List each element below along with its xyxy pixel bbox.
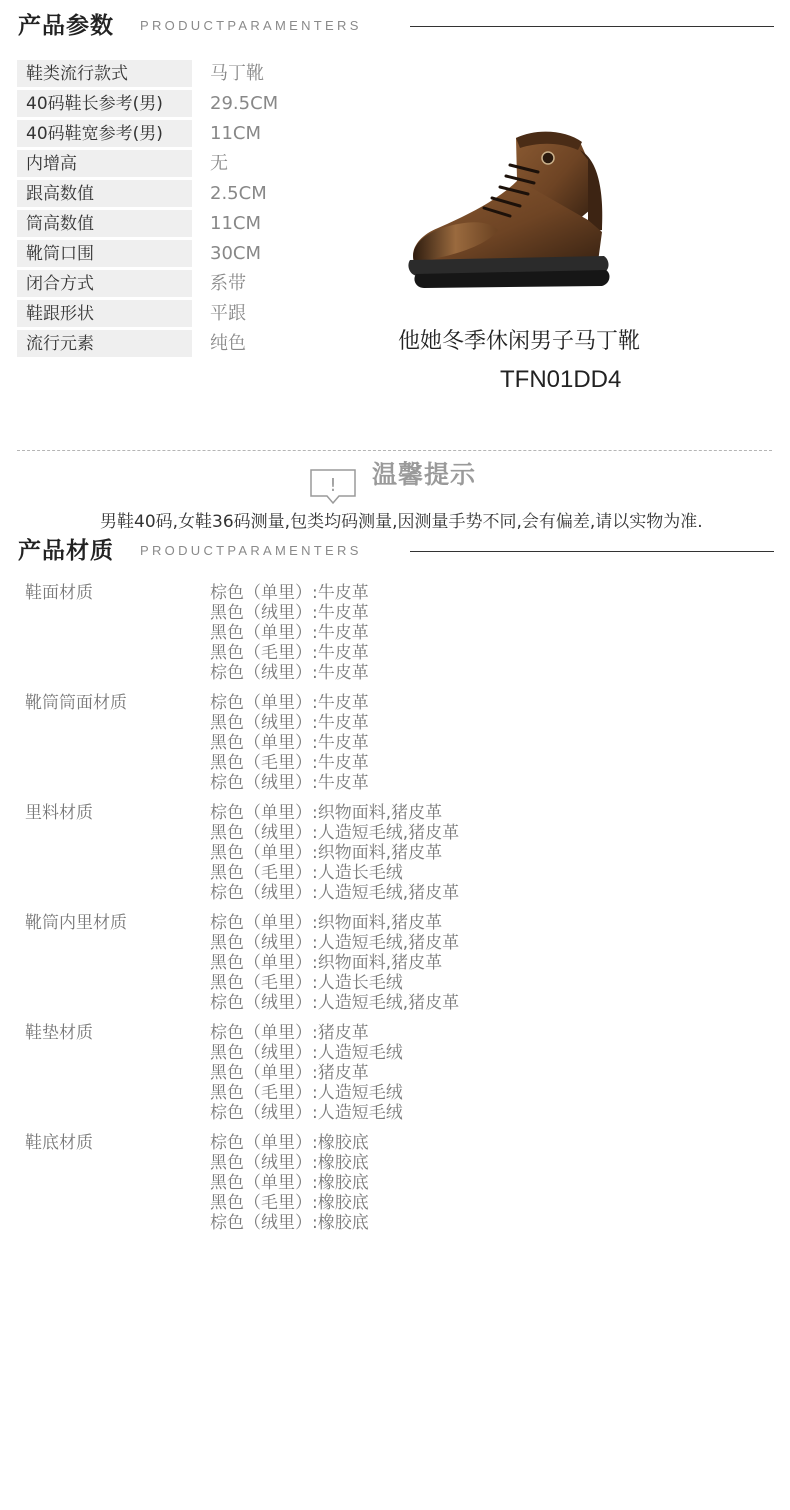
section-title: 产品参数: [18, 13, 114, 39]
material-group: [0, 1023, 790, 1133]
param-value: 纯色: [210, 333, 246, 354]
material-group: [0, 583, 790, 693]
material-line: 棕色（绒里）:牛皮革: [210, 663, 369, 683]
material-line: 棕色（单里）:牛皮革: [210, 583, 369, 603]
param-label: 闭合方式: [17, 270, 192, 297]
param-label: 靴筒口围: [17, 240, 192, 267]
param-label: 鞋类流行款式: [17, 60, 192, 87]
material-line: 黑色（单里）:牛皮革: [210, 623, 369, 643]
param-label: 鞋跟形状: [17, 300, 192, 327]
param-value: 11CM: [210, 123, 262, 144]
material-line: 棕色（绒里）:牛皮革: [210, 773, 369, 793]
material-line: 棕色（绒里）:人造短毛绒,猪皮革: [210, 993, 460, 1013]
material-line: 黑色（毛里）:牛皮革: [210, 643, 369, 663]
param-label: 40码鞋长参考(男): [17, 90, 192, 117]
material-label: 靴筒内里材质: [25, 913, 127, 933]
material-line: 黑色（绒里）:牛皮革: [210, 603, 369, 623]
param-value: 系带: [210, 273, 246, 294]
material-line: 棕色（单里）:织物面料,猪皮革: [210, 913, 443, 933]
section-subtitle: PRODUCTPARAMENTERS: [140, 18, 362, 33]
materials-list: [0, 583, 790, 1243]
param-value: 马丁靴: [210, 63, 264, 84]
speech-bubble-icon: [310, 469, 356, 505]
material-line: 黑色（单里）:织物面料,猪皮革: [210, 843, 443, 863]
section-header-params: [0, 6, 790, 46]
material-label: 里料材质: [25, 803, 93, 823]
material-line: 棕色（单里）:牛皮革: [210, 693, 369, 713]
tip-title: 温馨提示: [372, 460, 477, 489]
material-line: 棕色（单里）:织物面料,猪皮革: [210, 803, 443, 823]
material-group: [0, 1133, 790, 1243]
boot-icon: [398, 120, 628, 295]
material-label: 靴筒筒面材质: [25, 693, 127, 713]
param-value: 30CM: [210, 243, 262, 264]
material-line: 黑色（毛里）:人造长毛绒: [210, 973, 403, 993]
material-line: 黑色（毛里）:牛皮革: [210, 753, 369, 773]
divider: [410, 26, 774, 27]
material-line: 黑色（毛里）:人造短毛绒: [210, 1083, 403, 1103]
product-code: TFN01DD4: [500, 366, 622, 393]
divider: [410, 551, 774, 552]
material-line: 棕色（绒里）:人造短毛绒,猪皮革: [210, 883, 460, 903]
material-group: [0, 803, 790, 913]
param-value: 2.5CM: [210, 183, 267, 204]
svg-text:!: !: [329, 475, 337, 496]
tip-text: 男鞋40码,女鞋36码测量,包类均码测量,因测量手势不同,会有偏差,请以实物为准.: [100, 512, 703, 532]
param-value: 11CM: [210, 213, 262, 234]
param-value: 无: [210, 153, 228, 174]
material-line: 黑色（绒里）:人造短毛绒: [210, 1043, 403, 1063]
material-group: [0, 913, 790, 1023]
material-line: 黑色（绒里）:橡胶底: [210, 1153, 369, 1173]
material-line: 棕色（绒里）:橡胶底: [210, 1213, 369, 1233]
material-label: 鞋底材质: [25, 1133, 93, 1153]
material-line: 黑色（单里）:织物面料,猪皮革: [210, 953, 443, 973]
section-subtitle: PRODUCTPARAMENTERS: [140, 543, 362, 558]
material-line: 黑色（单里）:猪皮革: [210, 1063, 369, 1083]
product-name: 他她冬季休闲男子马丁靴: [398, 329, 641, 354]
material-line: 黑色（单里）:橡胶底: [210, 1173, 369, 1193]
material-line: 棕色（单里）:橡胶底: [210, 1133, 369, 1153]
material-line: 黑色（绒里）:牛皮革: [210, 713, 369, 733]
material-label: 鞋面材质: [25, 583, 93, 603]
product-image: [398, 120, 628, 295]
param-value: 29.5CM: [210, 93, 279, 114]
section-header-materials: [0, 531, 790, 571]
param-label: 跟高数值: [17, 180, 192, 207]
material-line: 黑色（单里）:牛皮革: [210, 733, 369, 753]
param-label: 流行元素: [17, 330, 192, 357]
material-line: 黑色（绒里）:人造短毛绒,猪皮革: [210, 823, 460, 843]
material-line: 黑色（毛里）:人造长毛绒: [210, 863, 403, 883]
param-label: 40码鞋宽参考(男): [17, 120, 192, 147]
param-value: 平跟: [210, 303, 246, 324]
material-line: 黑色（毛里）:橡胶底: [210, 1193, 369, 1213]
material-group: [0, 693, 790, 803]
material-label: 鞋垫材质: [25, 1023, 93, 1043]
param-label: 内增高: [17, 150, 192, 177]
param-label: 筒高数值: [17, 210, 192, 237]
material-line: 棕色（单里）:猪皮革: [210, 1023, 369, 1043]
section-title: 产品材质: [18, 538, 114, 564]
material-line: 棕色（绒里）:人造短毛绒: [210, 1103, 403, 1123]
material-line: 黑色（绒里）:人造短毛绒,猪皮革: [210, 933, 460, 953]
dashed-divider: [17, 450, 772, 451]
